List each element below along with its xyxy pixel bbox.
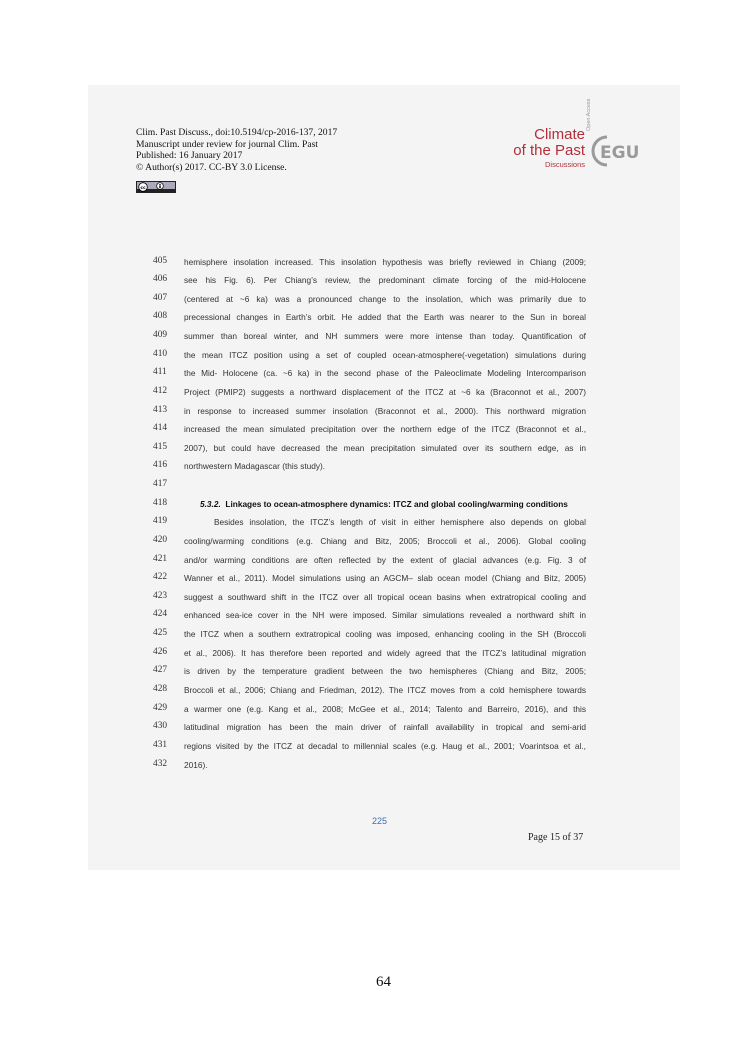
line-number: 414 bbox=[153, 423, 168, 434]
svg-text:cc: cc bbox=[140, 185, 146, 191]
logo-title bbox=[513, 127, 585, 159]
line-number: 413 bbox=[153, 404, 168, 415]
text-line: in response to increased summer insolation (Braconnot et al., 2000). This northward migration bbox=[184, 405, 586, 416]
text-line: enhanced sea-ice cover in the NH were imposed. Similar simulations revealed a northward shift in bbox=[184, 610, 586, 621]
text-line: is driven by the temperature gradient between the two hemispheres (Chiang and Bitz, 2005; bbox=[184, 666, 586, 677]
text-line: northwestern Madagascar (this study). bbox=[184, 461, 326, 472]
text-line: summer than boreal winter, and NH summers were more intense than today. Quantification of bbox=[184, 331, 586, 342]
logo-line-2: of the Past bbox=[513, 142, 585, 159]
line-number: 406 bbox=[153, 274, 168, 285]
line-number: 419 bbox=[153, 516, 168, 527]
journal-header bbox=[136, 127, 337, 173]
page-of-label: Page 15 of 37 bbox=[528, 832, 584, 843]
line-number: 428 bbox=[153, 683, 168, 694]
line-number: 409 bbox=[153, 330, 168, 341]
logo-line-1: Climate bbox=[534, 126, 585, 143]
text-line: and/or warming conditions are often reflected by the extent of glacial advances (e.g. Fig. 3 of bbox=[184, 554, 586, 565]
text-line: the mean ITCZ position using a set of coupled ocean-atmosphere(-vegetation) simulations during bbox=[184, 349, 586, 360]
line-number: 423 bbox=[153, 590, 168, 601]
text-line: Broccoli et al., 2006; Chiang and Friedman, 2012). The ITCZ moves from a cold hemisphere towards bbox=[184, 684, 586, 695]
line-number: 426 bbox=[153, 646, 168, 657]
line-number: 416 bbox=[153, 460, 168, 471]
line-number: 427 bbox=[153, 665, 168, 676]
text-line: increased the mean simulated precipitation over the northern edge of the ITCZ (Braconnot et al., bbox=[184, 424, 586, 435]
egu-logo-text: EGU bbox=[600, 143, 640, 163]
published-line: Published: 16 January 2017 bbox=[136, 150, 243, 162]
cc-by-badge bbox=[136, 181, 176, 193]
text-line: Besides insolation, the ITCZ’s length of visit in either hemisphere also depends on global bbox=[214, 517, 586, 528]
line-number: 422 bbox=[153, 572, 168, 583]
line-number: 430 bbox=[153, 721, 168, 732]
line-number: 420 bbox=[153, 534, 168, 545]
inner-page-number: 225 bbox=[372, 816, 388, 826]
text-line: precessional changes in Earth’s orbit. He added that the Earth was nearer to the Sun in boreal bbox=[184, 312, 586, 323]
line-number: 411 bbox=[153, 367, 167, 378]
outer-page-number: 64 bbox=[376, 974, 391, 990]
text-line: regions visited by the ITCZ at decadal to millennial scales (e.g. Haug et al., 2001; Voarintsoa et al., bbox=[184, 740, 586, 751]
line-number: 410 bbox=[153, 348, 168, 359]
line-number: 407 bbox=[153, 292, 168, 303]
open-access-label: Open Access bbox=[586, 98, 592, 131]
citation-line: Clim. Past Discuss., doi:10.5194/cp-2016-137, 2017 bbox=[136, 127, 338, 138]
text-line: the Mid- Holocene (ca. ~6 ka) in the second phase of the Paleoclimate Modeling Intercomparison bbox=[184, 368, 586, 379]
text-line: suggest a southward shift in the ITCZ over all tropical ocean basins when extratropical cooling and bbox=[184, 591, 586, 602]
line-number: 431 bbox=[153, 739, 168, 750]
line-number: 429 bbox=[153, 702, 168, 713]
line-number: 405 bbox=[153, 255, 168, 266]
line-number: 415 bbox=[153, 441, 168, 452]
journal-logo bbox=[511, 98, 641, 173]
line-number: 421 bbox=[153, 553, 168, 564]
text-line: a warmer one (e.g. Kang et al., 2008; McGee et al., 2014; Talento and Barreiro, 2016), and this bbox=[184, 703, 586, 714]
review-line: Manuscript under review for journal Clim. Past bbox=[136, 138, 318, 150]
text-line: (centered at ~6 ka) was a pronounced change to the insolation, which was primarily due to bbox=[184, 293, 586, 304]
line-number: 408 bbox=[153, 311, 168, 322]
manuscript-page bbox=[88, 85, 680, 870]
text-line: 2007), but could have decreased the mean precipitation simulated over its southern edge, as in bbox=[184, 442, 586, 453]
license-line: © Author(s) 2017. CC-BY 3.0 License. bbox=[136, 161, 287, 173]
text-line: 2016). bbox=[184, 759, 208, 770]
text-line: the ITCZ when a southern extratropical cooling was imposed, enhancing cooling in the SH (Broccoli bbox=[184, 629, 586, 640]
text-line: hemisphere insolation increased. This insolation hypothesis was briefly reviewed in Chiang (2009; bbox=[184, 256, 586, 267]
text-line: latitudinal migration has been the main driver of rainfall availability in tropical and semi-arid bbox=[184, 722, 586, 733]
text-line: et al., 2006). It has therefore been reported and widely agreed that the ITCZ’s latitudinal migration bbox=[184, 647, 586, 658]
line-number: 425 bbox=[153, 628, 168, 639]
text-line: cooling/warming conditions (e.g. Chiang and Bitz, 2005; Broccoli et al., 2006). Global cooling bbox=[184, 535, 586, 546]
section-title: Linkages to ocean-atmosphere dynamics: ITCZ and global cooling/warming conditions bbox=[225, 498, 568, 509]
line-number: 417 bbox=[153, 479, 168, 490]
text-line: Wanner et al., 2011). Model simulations using an AGCM– slab ocean model (Chiang and Bitz, 2005) bbox=[184, 573, 586, 584]
line-number: 412 bbox=[153, 385, 168, 396]
line-number: 432 bbox=[153, 758, 168, 769]
egu-logo-icon bbox=[591, 131, 641, 171]
section-heading bbox=[200, 499, 568, 509]
section-number: 5.3.2. bbox=[200, 498, 221, 509]
text-line: see his Fig. 6). Per Chiang’s review, the predominant climate forcing of the mid-Holocene bbox=[184, 275, 586, 286]
line-number: 424 bbox=[153, 609, 168, 620]
text-line: Project (PMIP2) suggests a northward displacement of the ITCZ at ~6 ka (Braconnot et al., 2007) bbox=[184, 386, 586, 397]
line-number: 418 bbox=[153, 497, 168, 508]
logo-discussions: Discussions bbox=[544, 160, 585, 169]
